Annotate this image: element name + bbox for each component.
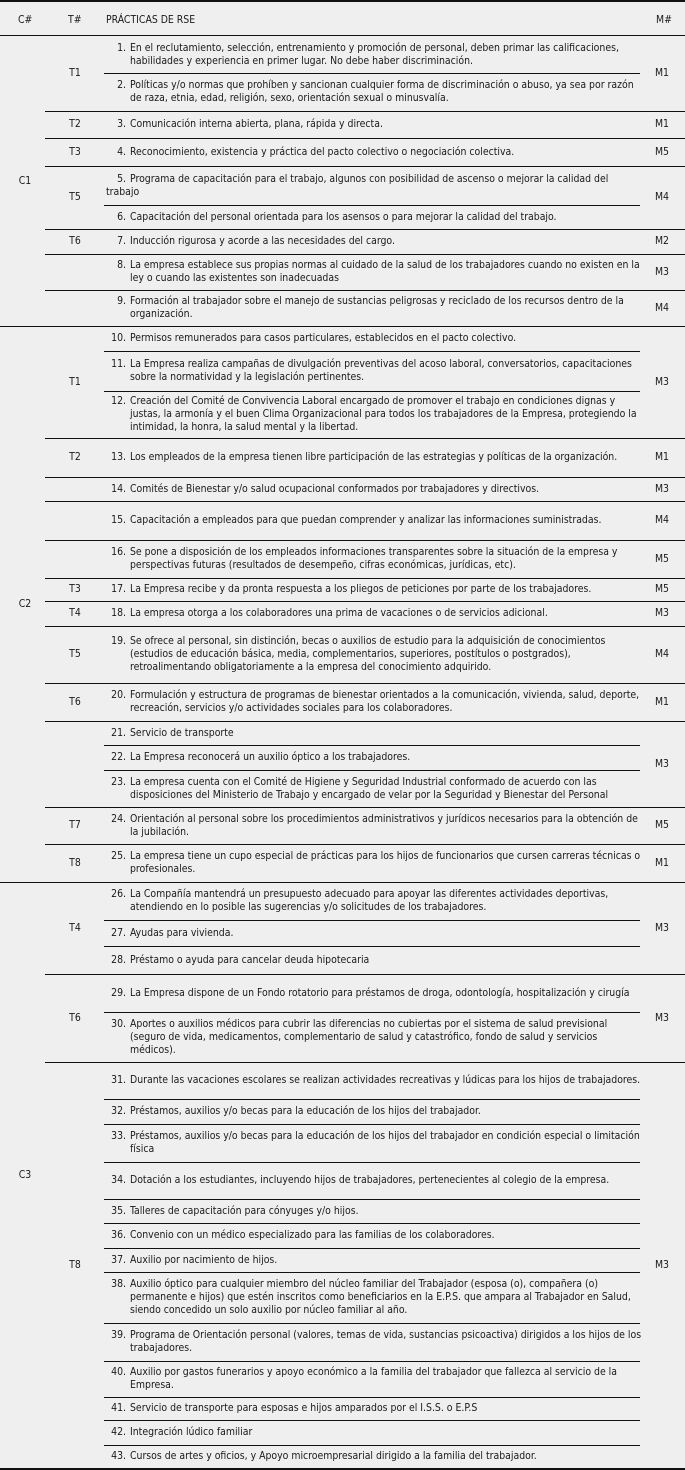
practice-number: 33. [111, 1130, 126, 1142]
theme-code: T1 [69, 67, 81, 79]
item-separator [104, 73, 640, 74]
practice-text: Auxilio por nacimiento de hijos. [130, 1253, 278, 1266]
practice-text: Comunicación interna abierta, plana, rápida y directa. [130, 118, 383, 130]
practice-text: Políticas y/o normas que prohíben y sancionan cualquier forma de discriminación o abuso, ya sea por razón de raza, etnia, edad, religión, sexo, orientación sexual o minusvalía. [130, 79, 634, 104]
theme-code: T7 [69, 819, 81, 831]
header-m-number: M# [656, 14, 672, 26]
model-code: M1 [654, 67, 669, 79]
practice-number: 35. [111, 1204, 126, 1217]
practice-text: Préstamos, auxilios y/o becas para la educación de los hijos del trabajador. [130, 1105, 481, 1117]
item-separator [104, 1124, 640, 1125]
model-code: M4 [654, 514, 669, 526]
group-separator [45, 683, 685, 684]
practice-number: 3. [117, 118, 126, 130]
item-separator [104, 1199, 640, 1200]
table-top-rule [0, 0, 685, 2]
practice-text: Permisos remunerados para casos particulares, establecidos en el pacto colectivo. [130, 332, 517, 344]
practice-item [106, 850, 644, 876]
model-code: M3 [654, 265, 669, 278]
group-separator [45, 601, 685, 602]
practice-text: La empresa cuenta con el Comité de Higiene y Seguridad Industrial conformado de acuerdo con las disposiciones del Ministerio de Trabajo y encargado de velar por la Seguridad y Bienestar del Personal [130, 775, 609, 801]
model-code: M3 [654, 757, 669, 770]
item-separator [104, 946, 640, 947]
practice-number: 7. [117, 235, 126, 247]
practice-number: 41. [111, 1402, 126, 1414]
practice-text: La Empresa realiza campañas de divulgación preventivas del acoso laboral, conversatorios, capacitaciones sobre la normatividad y la legislación pertinentes. [130, 358, 632, 383]
practice-text: Formulación y estructura de programas de bienestar orientados a la comunicación, vivienda, salud, deporte, recreación, servicios y/o actividades sociales para los colaboradores. [130, 689, 640, 714]
practice-number: 40. [111, 1366, 126, 1378]
group-separator [45, 166, 685, 167]
item-separator [104, 920, 640, 921]
model-code: M3 [654, 607, 669, 619]
item-separator [104, 1223, 640, 1224]
group-separator [45, 229, 685, 230]
header-c-number: C# [18, 14, 33, 26]
group-separator [45, 111, 685, 112]
model-code: M1 [654, 695, 669, 708]
practice-number: 20. [111, 689, 126, 701]
practice-text: Capacitación del personal orientada para los asensos o para mejorar la calidad del trabajo. [130, 210, 557, 223]
theme-code: T2 [69, 451, 81, 463]
item-separator [104, 1323, 640, 1324]
practice-number: 16. [111, 546, 126, 558]
practice-item [106, 546, 644, 572]
practice-item [106, 583, 644, 596]
practice-item [106, 1205, 644, 1218]
practice-number: 8. [117, 259, 126, 271]
practice-item [106, 173, 644, 199]
practice-number: 1. [117, 41, 126, 54]
practice-text: Servicio de transporte para esposas e hijos amparados por el I.S.S. o E.P.S [130, 1402, 478, 1414]
group-separator [45, 807, 685, 808]
practice-number: 15. [111, 514, 126, 526]
model-code: M4 [654, 191, 669, 203]
group-separator [45, 540, 685, 541]
practice-number: 42. [111, 1426, 126, 1438]
model-code: M3 [654, 1258, 669, 1271]
practice-text: Durante las vacaciones escolares se realizan actividades recreativas y lúdicas para los hijos de trabajadores. [130, 1074, 641, 1086]
theme-code: T8 [69, 856, 81, 869]
practice-item [106, 451, 644, 464]
practice-number: 2. [117, 79, 126, 91]
header-t-number: T# [68, 14, 82, 26]
practice-item [106, 1426, 644, 1439]
item-separator [104, 351, 640, 352]
category-code: C1 [18, 174, 32, 187]
practice-text: En el reclutamiento, selección, entrenamiento y promoción de personal, deben primar las calificaciones, habilidades y experiencia en primer lugar. No debe haber discriminación. [130, 41, 619, 67]
theme-code: T2 [69, 118, 81, 130]
practice-number: 14. [111, 482, 126, 495]
practice-text: Capacitación a empleados para que puedan comprender y analizar las informaciones suministradas. [130, 514, 602, 526]
practice-item [106, 1229, 644, 1242]
practice-number: 32. [111, 1105, 126, 1117]
item-separator [104, 745, 640, 746]
practice-item [106, 776, 644, 802]
item-separator [104, 1248, 640, 1249]
theme-code: T8 [69, 1258, 81, 1271]
practice-text: Préstamo o ayuda para cancelar deuda hipotecaria [130, 953, 370, 966]
group-separator [45, 721, 685, 722]
practice-text: Dotación a los estudiantes, incluyendo hijos de trabajadores, pertenecientes al colegio de la empresa. [130, 1174, 610, 1186]
practice-text: Ayudas para vivienda. [130, 926, 234, 939]
practice-item [106, 813, 644, 839]
practice-number: 9. [117, 295, 126, 307]
practice-number: 26. [111, 888, 126, 900]
practice-text: Aportes o auxilios médicos para cubrir las diferencias no cubiertas por el sistema de salud previsional (seguro de vida, medicamentos, complementario de salud y catastrófico, fondo de salud y servicios médicos). [130, 1017, 608, 1056]
group-separator [45, 501, 685, 502]
model-code: M1 [654, 451, 669, 463]
practice-text: Comités de Bienestar y/o salud ocupacional conformados por trabajadores y directivos. [130, 482, 540, 495]
practice-item [106, 358, 644, 384]
practice-number: 13. [111, 451, 126, 463]
model-code: M4 [654, 301, 669, 314]
practice-number: 22. [111, 751, 126, 763]
item-separator [104, 1420, 640, 1421]
item-separator [104, 1445, 640, 1446]
group-separator [45, 138, 685, 139]
practice-item [106, 211, 644, 224]
practice-item [106, 1329, 644, 1355]
practice-item [106, 1105, 644, 1118]
group-separator [45, 477, 685, 478]
item-separator [104, 1397, 640, 1398]
category-separator [0, 882, 685, 883]
practice-text: Talleres de capacitación para cónyuges y/o hijos. [130, 1204, 359, 1217]
model-code: M5 [654, 145, 669, 158]
practice-number: 31. [111, 1074, 126, 1086]
category-code: C2 [18, 597, 32, 610]
theme-code: T5 [69, 648, 81, 660]
item-separator [104, 1361, 640, 1362]
practice-item [106, 395, 644, 434]
practice-number: 25. [111, 850, 126, 862]
practice-item [106, 146, 644, 159]
practice-number: 12. [111, 395, 126, 407]
practice-number: 21. [111, 726, 126, 739]
practice-item [106, 1074, 644, 1087]
practice-item [106, 888, 644, 914]
item-separator [104, 205, 640, 206]
practice-item [106, 483, 644, 496]
item-separator [104, 391, 640, 392]
practice-item [106, 727, 644, 740]
practice-number: 36. [111, 1229, 126, 1241]
practice-number: 17. [111, 583, 126, 595]
practice-number: 24. [111, 812, 126, 825]
theme-code: T6 [69, 695, 81, 708]
practice-text: Auxilio óptico para cualquier miembro del núcleo familiar del Trabajador (esposa (o), compañera (o) permanente e hijos) que estén inscritos como beneficiarios en la E.P.S. que ampara al Trabajador en Salud, siendo concedido un solo auxilio por núcleo familiar al año. [130, 1278, 631, 1316]
practice-item [106, 42, 644, 68]
practice-item [106, 259, 644, 285]
practice-number: 30. [111, 1017, 126, 1030]
model-code: M3 [654, 482, 669, 495]
theme-code: T3 [69, 583, 81, 595]
practice-text: Integración lúdico familiar [130, 1426, 253, 1438]
model-code: M5 [654, 583, 669, 595]
practice-text: Inducción rigurosa y acorde a las necesidades del cargo. [130, 235, 395, 247]
practice-item [106, 751, 644, 764]
practice-text: Programa de Orientación personal (valores, temas de vida, sustancias psicoactiva) dirigidos a los hijos de los trabajadores. [130, 1329, 642, 1354]
group-separator [45, 254, 685, 255]
practice-number: 38. [111, 1278, 126, 1290]
model-code: M3 [654, 921, 669, 934]
practice-text: La Empresa reconocerá un auxilio óptico a los trabajadores. [130, 751, 411, 763]
practice-item [106, 332, 644, 345]
practice-number: 18. [111, 607, 126, 619]
practice-text: La Compañía mantendrá un presupuesto adecuado para apoyar las diferentes actividades deportivas, atendiendo en lo posible las sugerencias y/o solicitudes de los trabajadores. [130, 888, 609, 913]
item-separator [104, 1162, 640, 1163]
model-code: M1 [654, 856, 669, 869]
practice-item [106, 514, 644, 527]
practice-number: 10. [111, 332, 126, 344]
model-code: M3 [654, 375, 669, 388]
item-separator [104, 1272, 640, 1273]
group-separator [45, 974, 685, 975]
practice-number: 39. [111, 1329, 126, 1341]
practice-item [106, 79, 644, 105]
model-code: M5 [654, 552, 669, 565]
practice-text: Los empleados de la empresa tienen libre participación de las estrategias y políticas de la organización. [130, 451, 618, 463]
group-separator [45, 1062, 685, 1063]
practice-item [106, 295, 644, 321]
practice-text: Servicio de transporte [130, 726, 234, 739]
practice-number: 19. [111, 635, 126, 647]
group-separator [45, 626, 685, 627]
theme-code: T6 [69, 235, 81, 247]
practice-text: Préstamos, auxilios y/o becas para la educación de los hijos del trabajador en condición especial o limitación física [130, 1130, 640, 1155]
practice-number: 28. [111, 953, 126, 966]
practice-text: Se pone a disposición de los empleados informaciones transparentes sobre la situación de la empresa y perspectivas futuras (resultados de desempeño, cifras económicas, jurídicas, etc). [130, 546, 618, 571]
group-separator [45, 578, 685, 579]
category-code: C3 [18, 1168, 32, 1181]
practice-text: La Empresa recibe y da pronta respuesta a los pliegos de peticiones por parte de los trabajadores. [130, 583, 592, 595]
theme-code: T4 [69, 921, 81, 934]
model-code: M1 [654, 118, 669, 130]
theme-code: T5 [69, 191, 81, 203]
practice-text: Orientación al personal sobre los procedimientos administrativos y jurídicos necesarios para la obtención de la jubilación. [130, 812, 638, 838]
practice-text: Formación al trabajador sobre el manejo de sustancias peligrosas y reciclado de los recursos dentro de la organización. [130, 295, 624, 320]
practice-number: 27. [111, 926, 126, 939]
practice-item [106, 1402, 644, 1415]
practice-number: 11. [111, 358, 126, 370]
practice-text: Programa de capacitación para el trabajo, algunos con posibilidad de ascenso o mejorar la calidad del trabajo [106, 172, 609, 198]
practice-number: 23. [111, 775, 126, 788]
practice-number: 4. [117, 145, 126, 158]
practice-number: 43. [111, 1450, 126, 1462]
practice-item [106, 235, 644, 248]
practice-number: 34. [111, 1174, 126, 1186]
practice-item [106, 1130, 644, 1156]
model-code: M4 [654, 648, 669, 660]
practice-item [106, 118, 644, 131]
practice-item [106, 1450, 644, 1463]
group-separator [45, 438, 685, 439]
practice-text: Auxilio por gastos funerarios y apoyo económico a la familia del trabajador que fallezca al servicio de la Empresa. [130, 1366, 618, 1391]
practice-text: La empresa otorga a los colaboradores una prima de vacaciones o de servicios adicional. [130, 607, 548, 619]
model-code: M3 [654, 1011, 669, 1024]
practice-item [106, 607, 644, 620]
practice-number: 29. [111, 986, 126, 999]
practice-number: 5. [117, 172, 126, 185]
header-bottom-rule [0, 35, 685, 36]
model-code: M2 [654, 235, 669, 247]
practice-text: Reconocimiento, existencia y práctica del pacto colectivo o negociación colectiva. [130, 145, 515, 158]
practice-text: Se ofrece al personal, sin distinción, becas o auxilios de estudio para la adquisición de conocimientos (estudios de educación básica, media, complementarios, superiores, postítulos o postgrados), retroalimentando obligatoriamente a la empresa del conocimiento adquirido. [130, 635, 606, 673]
group-separator [45, 844, 685, 845]
practice-item [106, 689, 644, 715]
practice-text: Convenio con un médico especializado para las familias de los colaboradores. [130, 1229, 495, 1241]
model-code: M5 [654, 819, 669, 831]
practice-item [106, 1366, 644, 1392]
practice-text: Cursos de artes y oficios, y Apoyo microempresarial dirigido a la familia del trabajador. [130, 1450, 537, 1462]
item-separator [104, 1099, 640, 1100]
theme-code: T4 [69, 607, 81, 619]
practice-number: 37. [111, 1253, 126, 1266]
theme-code: T3 [69, 145, 81, 158]
practice-text: La empresa tiene un cupo especial de prácticas para los hijos de funcionarios que cursen carreras técnicas o profesionales. [130, 850, 641, 875]
practice-item [106, 1278, 644, 1317]
item-separator [104, 770, 640, 771]
practice-item [106, 1254, 644, 1267]
practice-text: La Empresa dispone de un Fondo rotatorio para préstamos de droga, odontología, hospitalización y cirugía [130, 986, 630, 999]
practice-item [106, 927, 644, 940]
theme-code: T6 [69, 1011, 81, 1024]
practice-item [106, 987, 644, 1000]
practice-item [106, 954, 644, 967]
practice-item [106, 635, 644, 674]
practice-number: 6. [117, 210, 126, 223]
group-separator [45, 290, 685, 291]
practice-text: Creación del Comité de Convivencia Laboral encargado de promover el trabajo en condiciones dignas y justas, la armonía y el buen Clima Organizacional para todos los trabajadores de la Empresa, protegiendo la intimidad, la honra, la salud mental y la libertad. [130, 395, 637, 433]
practice-item [106, 1018, 644, 1057]
practice-item [106, 1174, 644, 1187]
practice-text: La empresa establece sus propias normas al cuidado de la salud de los trabajadores cuando no existen en la ley o cuando las existentes son inadecuadas [130, 259, 640, 284]
category-separator [0, 326, 685, 327]
item-separator [104, 1012, 640, 1013]
theme-code: T1 [69, 375, 81, 388]
header-practices: PRÁCTICAS DE RSE [106, 14, 196, 26]
